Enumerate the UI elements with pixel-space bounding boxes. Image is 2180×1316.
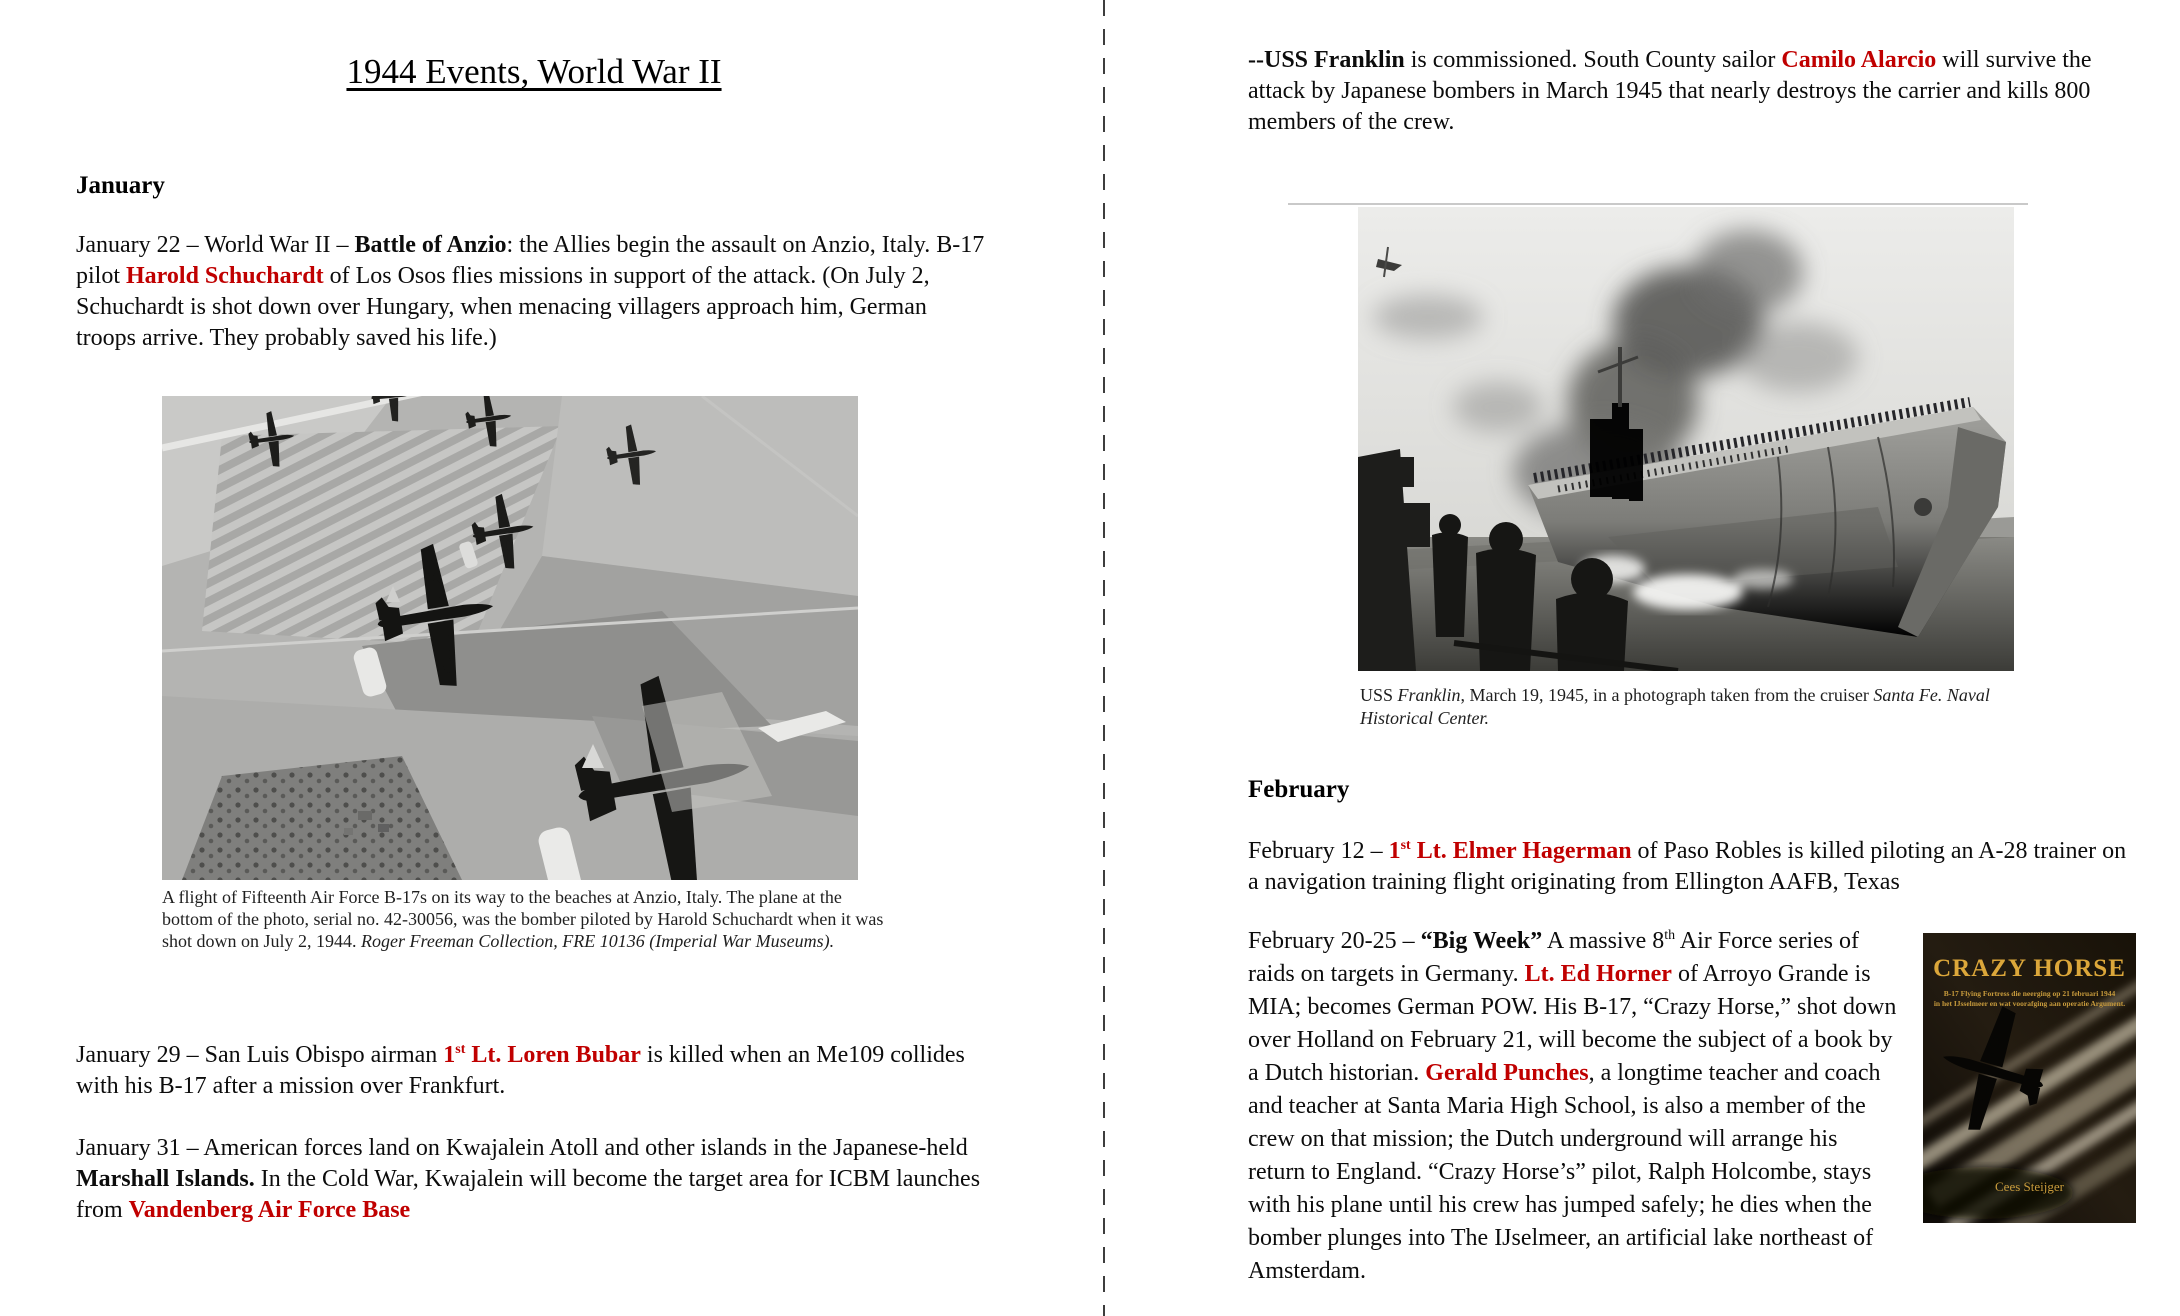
text-run: Harold Schuchardt xyxy=(126,263,324,289)
paragraph-jan29 xyxy=(76,1040,992,1102)
heading-january: January xyxy=(76,172,165,199)
uss-franklin-photo xyxy=(1358,207,2014,671)
book-subtitle-line1: B-17 Flying Fortress die neerging op 21 februari 1944 xyxy=(1943,989,2116,998)
text-run: of Paso Robles is killed piloting an A-28 trainer on a navigation training flight originating from Ellington AAFB, Texas xyxy=(1248,838,2127,895)
text-run: st xyxy=(1400,838,1411,853)
paragraph-jan22 xyxy=(76,230,992,354)
text-run: A flight of Fifteenth Air Force B-17s on its way to the beaches at Anzio, Italy. The plane at the bottom of the photo, serial no. 42-30056, was the bomber piloted by Harold Schuchardt when it was shot down on July 2, 1944. xyxy=(162,887,884,951)
text-run: of Los Osos flies missions in support of the attack. (On July 2, Schuchardt is shot down over Hungary, when menacing villagers approach him, German troops arrive. They probably saved his life.) xyxy=(76,263,930,351)
text-run: January 22 – World War II – xyxy=(76,232,355,258)
page-divider-dashed-line xyxy=(1103,0,1105,1316)
text-run: A massive 8 xyxy=(1542,928,1665,954)
paragraph-uss-franklin xyxy=(1248,45,2136,138)
text-run: Air Force series of raids on targets in Germany. xyxy=(1248,928,1860,987)
text-run: “Big Week” xyxy=(1420,928,1543,954)
book-author: Cees Steijger xyxy=(1995,1179,2064,1194)
page-title xyxy=(76,52,992,92)
photo2-caption xyxy=(1360,684,2016,730)
text-run: Lt. Ed Horner xyxy=(1524,961,1672,987)
text-run: 1 xyxy=(443,1042,456,1068)
b17-formation-photo-art xyxy=(162,396,858,880)
crazy-horse-book-cover xyxy=(1923,933,2136,1223)
text-run: is commissioned. South County sailor xyxy=(1404,47,1782,73)
photo1-caption xyxy=(162,886,890,952)
photo2-top-rule xyxy=(1288,203,2028,205)
text-run: February 12 – xyxy=(1248,838,1389,864)
text-run: Roger Freeman Collection, FRE 10136 (Imperial War Museums). xyxy=(361,931,835,951)
text-run: February 20-25 – xyxy=(1248,928,1421,954)
text-run: of Arroyo Grande is MIA; becomes German POW. His B-17, “Crazy Horse,” shot down over Holland on February 21, will become the subject of a book by a Dutch historian. xyxy=(1248,961,1897,1086)
text-run: 1 xyxy=(1388,838,1401,864)
text-run: Lt. Elmer Hagerman xyxy=(1410,838,1632,864)
text-run: : the Allies begin the assault on Anzio, Italy. B-17 pilot xyxy=(76,232,985,289)
right-page xyxy=(1248,0,2136,1316)
text-run: Marshall Islands. xyxy=(76,1166,255,1192)
heading-february: February xyxy=(1248,776,1350,803)
page-title-text: 1944 Events, World War II xyxy=(346,52,722,91)
text-run: Lt. Loren Bubar xyxy=(465,1042,641,1068)
text-run: will survive the attack by Japanese bombers in March 1945 that nearly destroys the carrier and kills 800 members of the crew. xyxy=(1248,47,2092,135)
text-run: Battle of Anzio xyxy=(354,232,507,258)
text-run: January 29 – San Luis Obispo airman xyxy=(76,1042,444,1068)
text-run: January 31 – American forces land on Kwajalein Atoll and other islands in the Japanese-held xyxy=(76,1135,968,1161)
text-run: Franklin xyxy=(1397,685,1461,705)
text-run: USS xyxy=(1360,685,1398,705)
text-run: Camilo Alarcio xyxy=(1781,47,1937,73)
text-run: Santa Fe. Naval Historical Center. xyxy=(1360,685,1990,728)
paragraph-feb20-25-block xyxy=(1248,925,2136,1288)
paragraph-jan31 xyxy=(76,1133,992,1226)
text-run: st xyxy=(455,1042,466,1057)
text-run: Gerald Punches xyxy=(1425,1060,1589,1086)
book-subtitle-line2: in het IJsselmeer en wat voorafging aan operatie Argument. xyxy=(1933,999,2126,1008)
text-run: is killed when an Me109 collides with his B-17 after a mission over Frankfurt. xyxy=(76,1042,965,1099)
text-run: , March 19, 1945, in a photograph taken from the cruiser xyxy=(1460,685,1874,705)
text-run: --USS Franklin xyxy=(1248,47,1405,73)
text-run: th xyxy=(1664,928,1676,943)
paragraph-feb12 xyxy=(1248,836,2136,898)
text-run: , a longtime teacher and coach and teacher at Santa Maria High School, is also a member of the crew on that mission; the Dutch underground will arrange his return to England. “Crazy Horse’s” pilot, Ralph Holcombe, stays with his plane until his crew has jumped safely; he dies when the bomber plunges into The IJselmeer, an artificial lake northeast of Amsterdam. xyxy=(1248,1060,1881,1284)
text-run: Vandenberg Air Force Base xyxy=(128,1197,411,1223)
uss-franklin-photo-art xyxy=(1358,207,2014,671)
text-run: In the Cold War, Kwajalein will become the target area for ICBM launches from xyxy=(76,1166,981,1223)
book-title: CRAZY HORSE xyxy=(1933,955,2126,982)
left-page xyxy=(76,0,992,1316)
b17-formation-photo xyxy=(162,396,858,880)
